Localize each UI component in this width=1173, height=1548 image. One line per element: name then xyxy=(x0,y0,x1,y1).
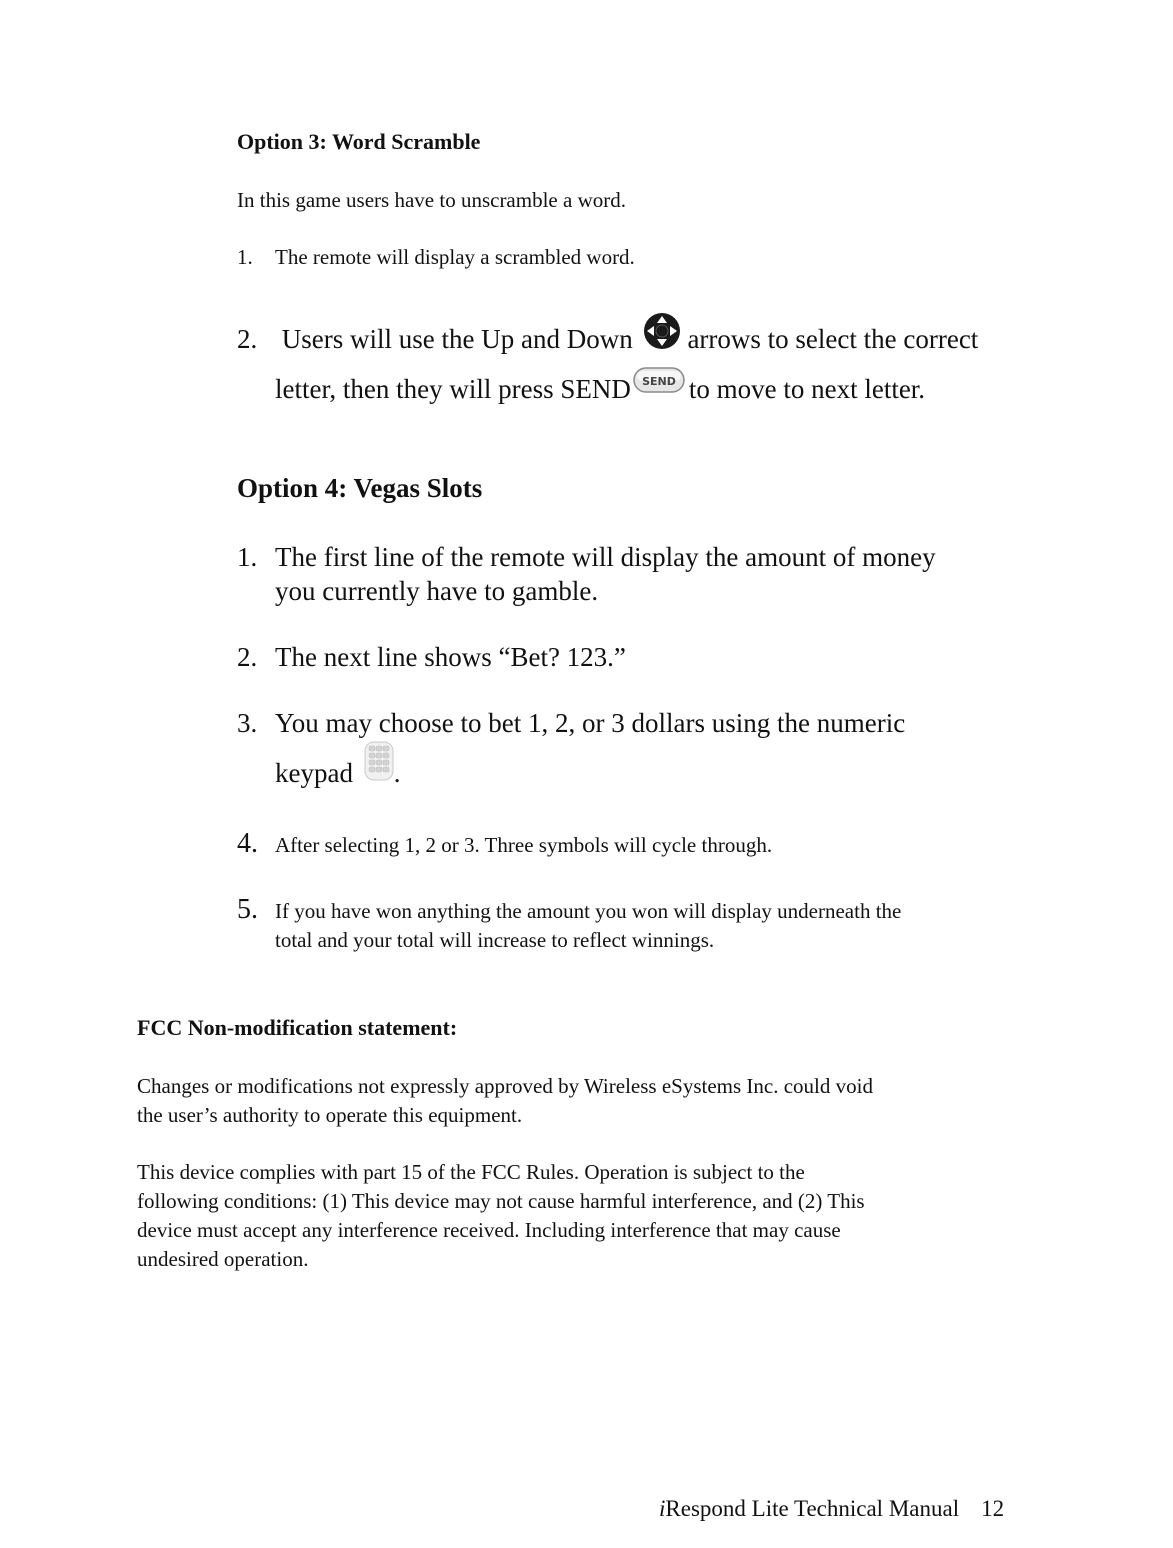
page-footer xyxy=(659,1496,1004,1522)
step-number: 3. xyxy=(237,708,258,738)
step-text-cont: total and your total will increase to reflect winnings. xyxy=(275,928,715,952)
step-text: Users will use the Up and Down xyxy=(275,324,633,354)
fcc-paragraph-1 xyxy=(137,1072,873,1130)
numeric-keypad-icon xyxy=(364,741,394,789)
step-number: 5. xyxy=(237,894,258,925)
fcc-para2-line1: This device complies with part 15 of the FCC Rules. Operation is subject to the xyxy=(137,1160,805,1184)
option4-step-3-line1 xyxy=(237,706,905,740)
send-icon-label: SEND xyxy=(641,374,676,388)
option3-step-2-line1 xyxy=(237,322,978,358)
fcc-para2-line2: following conditions: (1) This device may not cause harmful interference, and (2) This xyxy=(137,1189,865,1213)
step-number: 1. xyxy=(237,245,253,269)
step-text-cont: to move to next letter. xyxy=(688,374,926,404)
fcc-paragraph-2 xyxy=(137,1158,865,1274)
step-text: keypad xyxy=(275,758,353,788)
step-text: The next line shows “Bet? 123.” xyxy=(275,642,626,672)
step-text-end: . xyxy=(393,758,401,788)
footer-title: Respond Lite Technical Manual xyxy=(665,1496,960,1521)
navigation-arrows-icon xyxy=(643,312,681,358)
step-text: You may choose to bet 1, 2, or 3 dollars using the numeric xyxy=(275,708,906,738)
option4-step-2 xyxy=(237,640,626,674)
option3-intro: In this game users have to unscramble a word. xyxy=(237,188,626,212)
fcc-para2-line4: undesired operation. xyxy=(137,1247,309,1271)
step-text-cont: arrows to select the correct xyxy=(687,324,979,354)
send-button-icon xyxy=(633,367,685,401)
option4-step-3-line2 xyxy=(275,756,400,790)
option3-step-1 xyxy=(237,243,635,272)
step-number: 4. xyxy=(237,828,258,859)
fcc-para1-line2: the user’s authority to operate this equipment. xyxy=(137,1103,523,1127)
option4-heading: Option 4: Vegas Slots xyxy=(237,473,483,503)
fcc-para2-line3: device must accept any interference received. Including interference that may cause xyxy=(137,1218,841,1242)
step-text-cont: you currently have to gamble. xyxy=(275,576,599,606)
footer-brand-prefix: i xyxy=(659,1496,666,1521)
option3-heading: Option 3: Word Scramble xyxy=(237,129,481,154)
step-text: The first line of the remote will display the amount of money xyxy=(275,542,936,572)
step-number: 2. xyxy=(237,642,258,672)
option4-step-4 xyxy=(237,829,772,860)
step-text: The remote will display a scrambled word. xyxy=(275,245,635,269)
step-text: If you have won anything the amount you won will display underneath the xyxy=(275,899,902,923)
fcc-heading: FCC Non-modification statement: xyxy=(137,1015,458,1040)
step-text: After selecting 1, 2 or 3. Three symbols will cycle through. xyxy=(275,833,773,857)
step-text: letter, then they will press SEND xyxy=(275,374,631,404)
step-number: 2. xyxy=(237,324,258,354)
step-number: 1. xyxy=(237,542,258,572)
option4-step-5 xyxy=(237,895,901,955)
option3-step-2-line2 xyxy=(275,372,925,406)
fcc-para1-line1: Changes or modifications not expressly approved by Wireless eSystems Inc. could void xyxy=(137,1074,873,1098)
page-number: 12 xyxy=(981,1496,1005,1521)
option4-step-1 xyxy=(237,540,936,608)
